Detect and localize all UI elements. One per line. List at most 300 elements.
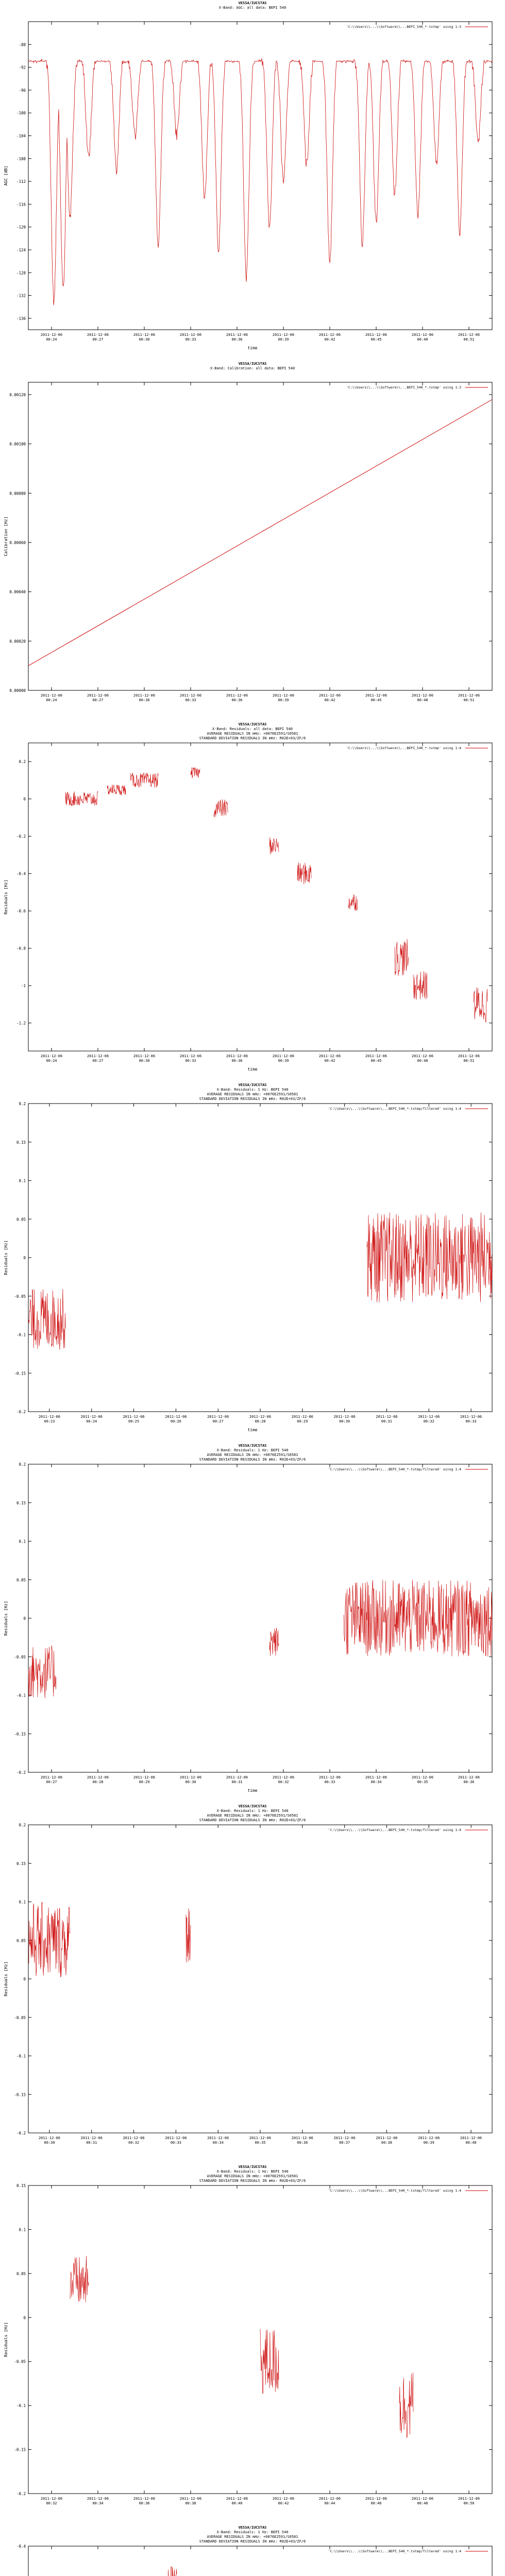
x-tick-label: 00:36 <box>139 2501 150 2505</box>
x-tick-label: 2011-12-06 <box>333 2136 356 2140</box>
x-tick-label: 00:36 <box>231 1059 243 1063</box>
series-segment <box>130 773 158 788</box>
chart-title-line: X-Band: Residuals: 1 Hz: BEPI 540 <box>216 2170 289 2174</box>
y-tick-label: 0 <box>23 1616 26 1621</box>
x-tick-label: 00:30 <box>339 1419 350 1423</box>
series-segment <box>413 971 427 1000</box>
y-tick-label: -92 <box>19 65 26 70</box>
x-tick-label: 00:30 <box>139 337 150 342</box>
y-axis-label: AGC [dB] <box>4 165 8 186</box>
legend <box>328 1107 488 1111</box>
x-tick-label: 00:28 <box>92 1780 104 1784</box>
y-tick-label: 0.00060 <box>9 540 26 545</box>
x-tick-label: 00:34 <box>212 2141 224 2145</box>
series-segment <box>399 2372 413 2438</box>
x-tick-label: 00:30 <box>44 2141 55 2145</box>
x-tick-label: 00:31 <box>381 1419 392 1423</box>
y-tick-label: 0 <box>23 1977 26 1981</box>
x-tick-label: 00:48 <box>417 337 428 342</box>
y-tick-label: -0.4 <box>16 871 26 876</box>
legend <box>328 1467 488 1471</box>
x-tick-label: 00:51 <box>463 337 475 342</box>
x-tick-label: 00:37 <box>339 2141 350 2145</box>
x-tick-label: 00:42 <box>324 337 335 342</box>
series-segment <box>28 1646 56 1699</box>
y-tick-label: -0.2 <box>16 834 26 839</box>
y-tick-label: -0.8 <box>16 946 26 951</box>
y-tick-label: -0.15 <box>14 1371 26 1376</box>
x-tick-label: 2011-12-06 <box>411 1775 434 1780</box>
series-segment <box>214 800 228 818</box>
chart-title-line: VESSA/IUCSTAS <box>238 2526 267 2530</box>
x-tick-label: 00:27 <box>92 698 104 702</box>
y-tick-label: -124 <box>16 247 26 252</box>
chart-title-line: VESSA/IUCSTAS <box>238 1 267 5</box>
x-tick-label: 00:33 <box>465 1419 477 1423</box>
x-tick-label: 00:33 <box>324 1780 335 1784</box>
y-tick-label: 0.05 <box>16 1217 26 1222</box>
y-tick-label: 0.05 <box>16 1578 26 1583</box>
series-segment <box>191 767 200 778</box>
series-segment <box>270 837 279 854</box>
x-tick-label: 00:27 <box>92 1059 104 1063</box>
x-tick-label: 00:29 <box>297 1419 308 1423</box>
y-tick-label: 0.2 <box>19 1823 26 1827</box>
x-tick-label: 00:48 <box>417 1059 428 1063</box>
y-tick-label: -0.05 <box>14 1654 26 1659</box>
series-segment <box>348 895 358 911</box>
chart-title-line: VESSA/IUCSTAS <box>238 1083 267 1087</box>
y-tick-label: -112 <box>16 179 26 184</box>
legend-label: 'C:\\Users\\...\\Software\\...BEPI_540_*.txtmp' using 1:4 <box>346 746 461 750</box>
series-segment <box>297 862 311 884</box>
x-tick-label: 2011-12-06 <box>80 1415 103 1419</box>
x-tick-label: 00:38 <box>381 2141 392 2145</box>
chart-panel <box>0 2524 505 2576</box>
y-tick-label: 0.00040 <box>9 589 26 595</box>
chart-title-line: AVERAGE RESIDUALS IN mHz: +0076E2591/S0581 <box>207 1092 298 1096</box>
x-tick-label: 2011-12-06 <box>318 693 341 698</box>
y-axis-label: Calibration [Hz] <box>4 516 8 556</box>
chart-svg <box>0 1082 505 1443</box>
chart-panel <box>0 1443 505 1803</box>
x-tick-label: 2011-12-06 <box>460 2136 482 2140</box>
x-tick-label: 00:38 <box>185 2501 196 2505</box>
x-axis-label: time <box>247 1788 258 1793</box>
y-tick-label: -0.2 <box>16 1770 26 1775</box>
series-segment <box>70 2256 89 2302</box>
x-tick-label: 00:32 <box>278 1780 289 1784</box>
x-tick-label: 00:32 <box>423 1419 434 1423</box>
x-tick-label: 00:34 <box>371 1780 382 1784</box>
x-tick-label: 00:39 <box>278 337 289 342</box>
x-tick-label: 00:36 <box>297 2141 308 2145</box>
chart-title-line: STANDARD DEVIATION RESIDUALS IN mHz: R02E+03/ZF/6 <box>199 1458 306 1462</box>
x-tick-label: 00:45 <box>371 698 382 702</box>
y-tick-label: -0.4 <box>16 2544 26 2549</box>
y-tick-label: -108 <box>16 156 26 161</box>
x-tick-label: 2011-12-06 <box>123 1415 145 1419</box>
x-tick-label: 00:42 <box>324 1059 335 1063</box>
legend-label: 'C:\\Users\\...\\Software\\...BEPI_540_*.txtmp/filtered' using 1:4 <box>328 1107 461 1111</box>
x-tick-label: 2011-12-06 <box>179 1054 202 1058</box>
chart-title-line: VESSA/IUCSTAS <box>238 362 267 366</box>
y-tick-label: 0.1 <box>19 1900 26 1905</box>
x-tick-label: 2011-12-06 <box>376 1415 398 1419</box>
x-tick-label: 2011-12-06 <box>179 333 202 337</box>
y-tick-label: 0.2 <box>19 1101 26 1106</box>
x-tick-label: 2011-12-06 <box>411 333 434 337</box>
x-tick-label: 2011-12-06 <box>318 333 341 337</box>
y-tick-label: 0.2 <box>19 1462 26 1467</box>
x-tick-label: 00:27 <box>46 1780 57 1784</box>
x-tick-label: 2011-12-06 <box>40 333 63 337</box>
x-tick-label: 00:36 <box>463 1780 475 1784</box>
y-axis-label: Residuals [Hz] <box>4 2322 8 2357</box>
x-tick-label: 00:33 <box>185 1059 196 1063</box>
x-tick-label: 00:26 <box>170 1419 181 1423</box>
series-segment <box>28 1289 65 1350</box>
chart-panel <box>0 1082 505 1443</box>
x-tick-label: 00:51 <box>463 698 475 702</box>
x-tick-label: 00:27 <box>212 1419 224 1423</box>
y-tick-label: -0.1 <box>16 1693 26 1698</box>
y-tick-label: 0.05 <box>16 2271 26 2276</box>
x-tick-label: 00:23 <box>44 1419 55 1423</box>
x-tick-label: 2011-12-06 <box>179 2497 202 2501</box>
legend-label: 'C:\\Users\\...\\Software\\...BEPI_540_*.txtmp/filtered' using 1:4 <box>328 1467 461 1471</box>
plot-frame <box>28 2185 492 2494</box>
x-tick-label: 00:44 <box>324 2501 335 2505</box>
x-tick-label: 00:36 <box>231 698 243 702</box>
x-tick-label: 2011-12-06 <box>40 693 63 698</box>
chart-title-line: AVERAGE RESIDUALS IN mHz: +0076E2591/S0581 <box>207 1453 298 1457</box>
chart-title-line: AVERAGE RESIDUALS IN mHz: +0076E2591/S0581 <box>207 732 298 736</box>
x-tick-label: 2011-12-06 <box>411 1054 434 1058</box>
x-tick-label: 00:24 <box>86 1419 97 1423</box>
legend <box>346 385 488 389</box>
x-tick-label: 2011-12-06 <box>123 2136 145 2140</box>
x-tick-label: 00:34 <box>92 2501 104 2505</box>
legend-label: 'C:\\Users\\...\\Software\\...BEPI_540_*.txtmp' using 1:3 <box>346 385 461 389</box>
y-tick-label: 0.00020 <box>9 639 26 644</box>
x-tick-label: 2011-12-06 <box>87 1054 109 1058</box>
y-tick-label: 0.2 <box>19 759 26 765</box>
x-tick-label: 00:39 <box>423 2141 434 2145</box>
x-tick-label: 2011-12-06 <box>272 1775 295 1780</box>
chart-title-line: X-Band: Residuals: all data: BEPI 540 <box>212 727 293 731</box>
x-tick-label: 00:51 <box>463 1059 475 1063</box>
x-tick-label: 2011-12-06 <box>40 1775 63 1780</box>
legend-label: 'C:\\Users\\...\\Software\\...BEPI_540_*.txtmp/filtered' using 1:4 <box>328 1828 461 1832</box>
y-tick-label: -0.6 <box>16 909 26 914</box>
x-tick-label: 00:32 <box>46 2501 57 2505</box>
x-tick-label: 00:50 <box>463 2501 475 2505</box>
x-tick-label: 2011-12-06 <box>460 1415 482 1419</box>
series-segment <box>260 2329 279 2394</box>
chart-panel <box>0 2164 505 2524</box>
x-tick-label: 2011-12-06 <box>291 2136 313 2140</box>
x-tick-label: 00:35 <box>255 2141 266 2145</box>
chart-title-line: STANDARD DEVIATION RESIDUALS IN mHz: R02E+03/ZF/6 <box>199 1818 306 1822</box>
plot-frame <box>28 743 492 1051</box>
x-tick-label: 2011-12-06 <box>226 2497 248 2501</box>
chart-title-line: VESSA/IUCSTAS <box>238 1804 267 1808</box>
y-tick-label: -104 <box>16 133 26 139</box>
x-tick-label: 2011-12-06 <box>272 2497 295 2501</box>
x-tick-label: 2011-12-06 <box>318 1054 341 1058</box>
x-tick-label: 00:35 <box>417 1780 428 1784</box>
x-tick-label: 00:42 <box>278 2501 289 2505</box>
chart-title-line: STANDARD DEVIATION RESIDUALS IN mHz: R02E+03/ZF/6 <box>199 736 306 740</box>
x-tick-label: 00:32 <box>128 2141 140 2145</box>
x-tick-label: 00:33 <box>185 698 196 702</box>
x-tick-label: 2011-12-06 <box>365 693 388 698</box>
y-tick-label: 0 <box>23 2315 26 2320</box>
plot-frame <box>28 1464 492 1772</box>
x-tick-label: 2011-12-06 <box>133 1775 156 1780</box>
y-tick-label: 0.1 <box>19 1178 26 1183</box>
chart-svg <box>0 0 505 361</box>
x-tick-label: 2011-12-06 <box>87 2497 109 2501</box>
x-tick-label: 2011-12-06 <box>87 333 109 337</box>
x-tick-label: 2011-12-06 <box>458 1775 480 1780</box>
legend-label: 'C:\\Users\\...\\Software\\...BEPI_540_*.txtmp' using 1:3 <box>346 25 461 29</box>
y-axis-label: Residuals [Hz] <box>4 879 8 914</box>
chart-panel <box>0 721 505 1082</box>
legend-label: 'C:\\Users\\...\\Software\\...BEPI_540_*.txtmp/filtered' using 1:4 <box>328 2549 461 2553</box>
y-tick-label: -0.1 <box>16 2054 26 2059</box>
x-tick-label: 00:48 <box>417 2501 428 2505</box>
legend <box>328 2549 488 2553</box>
x-tick-label: 2011-12-06 <box>458 1054 480 1058</box>
chart-title-line: X-Band: AGC: all data: BEPI 540 <box>218 6 287 10</box>
y-tick-label: -1.2 <box>16 1021 26 1026</box>
chart-title-line: VESSA/IUCSTAS <box>238 2165 267 2169</box>
series-segment <box>186 1908 191 1962</box>
x-tick-label: 00:33 <box>185 337 196 342</box>
x-tick-label: 2011-12-06 <box>179 693 202 698</box>
chart-title-line: STANDARD DEVIATION RESIDUALS IN mHz: R02E+03/ZF/6 <box>199 2539 306 2544</box>
x-tick-label: 2011-12-06 <box>333 1415 356 1419</box>
x-tick-label: 2011-12-06 <box>207 2136 229 2140</box>
legend <box>328 1828 488 1832</box>
chart-title-line: AVERAGE RESIDUALS IN mHz: +0076E2591/S0581 <box>207 2174 298 2178</box>
chart-panel <box>0 0 505 361</box>
series-segment <box>270 1628 279 1656</box>
series-segment <box>107 785 126 795</box>
x-axis-label: time <box>247 1067 258 1072</box>
x-tick-label: 2011-12-06 <box>207 1415 229 1419</box>
y-tick-label: 0.05 <box>16 1938 26 1943</box>
y-tick-label: 0.1 <box>19 1539 26 1544</box>
y-tick-label: 0.00000 <box>9 688 26 693</box>
plot-frame <box>28 22 492 330</box>
x-tick-label: 00:45 <box>371 337 382 342</box>
y-axis-label: Residuals [Hz] <box>4 1240 8 1275</box>
x-tick-label: 2011-12-06 <box>318 2497 341 2501</box>
chart-svg <box>0 1443 505 1803</box>
series-segment <box>367 1213 492 1303</box>
y-tick-label: -136 <box>16 316 26 321</box>
x-tick-label: 2011-12-06 <box>226 1775 248 1780</box>
x-tick-label: 2011-12-06 <box>38 2136 60 2140</box>
x-tick-label: 00:24 <box>46 698 57 702</box>
x-tick-label: 2011-12-06 <box>418 1415 440 1419</box>
chart-title-line: AVERAGE RESIDUALS IN mHz: +0076E2591/S0581 <box>207 1814 298 1818</box>
x-tick-label: 00:31 <box>86 2141 97 2145</box>
x-tick-label: 2011-12-06 <box>133 333 156 337</box>
x-tick-label: 2011-12-06 <box>411 693 434 698</box>
y-tick-label: -120 <box>16 225 26 230</box>
x-tick-label: 00:30 <box>139 1059 150 1063</box>
x-tick-label: 00:45 <box>371 1059 382 1063</box>
series-line <box>28 400 492 666</box>
chart-title-line: AVERAGE RESIDUALS IN mHz: +0076E2591/S0581 <box>207 2535 298 2539</box>
y-tick-label: 0.1 <box>19 2227 26 2232</box>
y-tick-label: -100 <box>16 111 26 116</box>
y-tick-label: -0.2 <box>16 2492 26 2496</box>
x-tick-label: 2011-12-06 <box>249 1415 272 1419</box>
y-tick-label: -0.15 <box>14 1732 26 1737</box>
x-tick-label: 2011-12-06 <box>133 1054 156 1058</box>
y-tick-label: -0.1 <box>16 1332 26 1337</box>
y-tick-label: -96 <box>19 88 26 93</box>
x-tick-label: 2011-12-06 <box>365 2497 388 2501</box>
x-tick-label: 2011-12-06 <box>40 1054 63 1058</box>
y-tick-label: -0.1 <box>16 2403 26 2409</box>
y-tick-label: -0.2 <box>16 2131 26 2136</box>
chart-title-line: STANDARD DEVIATION RESIDUALS IN mHz: R02E+03/ZF/6 <box>199 2179 306 2183</box>
x-tick-label: 2011-12-06 <box>249 2136 272 2140</box>
y-tick-label: 0.00120 <box>9 392 26 397</box>
chart-svg <box>0 361 505 721</box>
x-tick-label: 00:40 <box>231 2501 243 2505</box>
y-tick-label: 0.15 <box>16 1140 26 1145</box>
x-tick-label: 00:24 <box>46 337 57 342</box>
x-tick-label: 2011-12-06 <box>272 693 295 698</box>
y-tick-label: -0.2 <box>16 1410 26 1414</box>
chart-title-line: X-Band: Calibration: all data: BEPI 540 <box>210 366 295 370</box>
chart-title-line: X-Band: Residuals: 1 Hz: BEPI 540 <box>216 1088 289 1092</box>
x-tick-label: 2011-12-06 <box>87 693 109 698</box>
x-tick-label: 00:28 <box>255 1419 266 1423</box>
x-tick-label: 2011-12-06 <box>365 333 388 337</box>
x-tick-label: 2011-12-06 <box>318 1775 341 1780</box>
y-tick-label: 0 <box>23 796 26 802</box>
x-tick-label: 00:31 <box>231 1780 243 1784</box>
x-tick-label: 2011-12-06 <box>458 333 480 337</box>
x-tick-label: 2011-12-06 <box>458 2497 480 2501</box>
x-tick-label: 00:48 <box>417 698 428 702</box>
x-tick-label: 00:33 <box>170 2141 181 2145</box>
x-tick-label: 00:27 <box>92 337 104 342</box>
y-tick-label: -116 <box>16 202 26 207</box>
x-tick-label: 2011-12-06 <box>418 2136 440 2140</box>
chart-title-line: VESSA/IUCSTAS <box>238 1444 267 1448</box>
chart-panel <box>0 361 505 721</box>
x-axis-label: time <box>247 1428 258 1432</box>
x-tick-label: 00:25 <box>128 1419 140 1423</box>
y-tick-label: 0 <box>23 1256 26 1260</box>
x-tick-label: 00:30 <box>139 698 150 702</box>
y-tick-label: 0.15 <box>16 2183 26 2188</box>
chart-title-line: VESSA/IUCSTAS <box>238 722 267 726</box>
chart-title-line: X-Band: Residuals: 1 Hz: BEPI 540 <box>216 1809 289 1813</box>
x-tick-label: 2011-12-06 <box>133 2497 156 2501</box>
x-tick-label: 00:29 <box>139 1780 150 1784</box>
series-segment <box>65 791 98 806</box>
legend <box>328 2189 488 2193</box>
x-tick-label: 2011-12-06 <box>365 1775 388 1780</box>
y-axis-label: Residuals [Hz] <box>4 1961 8 1996</box>
x-tick-label: 2011-12-06 <box>272 1054 295 1058</box>
x-tick-label: 2011-12-06 <box>80 2136 103 2140</box>
y-tick-label: -132 <box>16 293 26 298</box>
x-tick-label: 00:24 <box>46 1059 57 1063</box>
x-tick-label: 2011-12-06 <box>165 1415 187 1419</box>
x-tick-label: 2011-12-06 <box>411 2497 434 2501</box>
y-tick-label: 0.15 <box>16 1861 26 1866</box>
x-tick-label: 2011-12-06 <box>87 1775 109 1780</box>
chart-title-line: STANDARD DEVIATION RESIDUALS IN mHz: R02E+03/ZF/6 <box>199 1097 306 1101</box>
x-tick-label: 2011-12-06 <box>291 1415 313 1419</box>
series-segment <box>167 2567 177 2576</box>
x-tick-label: 2011-12-06 <box>165 2136 187 2140</box>
x-tick-label: 2011-12-06 <box>38 1415 60 1419</box>
chart-title-line: X-Band: Residuals: 1 Hz: BEPI 540 <box>216 1448 289 1452</box>
y-axis-label: Residuals [Hz] <box>4 1601 8 1636</box>
y-tick-label: 0.15 <box>16 1500 26 1505</box>
series-segment <box>474 988 487 1023</box>
x-axis-label: time <box>247 346 258 350</box>
series-segment <box>344 1580 492 1656</box>
chart-title-line: X-Band: Residuals: 1 Hz: BEPI 540 <box>216 2530 289 2534</box>
x-tick-label: 2011-12-06 <box>133 693 156 698</box>
series-segment <box>395 939 409 976</box>
chart-svg <box>0 721 505 1082</box>
chart-svg <box>0 1803 505 2164</box>
x-tick-label: 2011-12-06 <box>226 333 248 337</box>
y-tick-label: -0.05 <box>14 1294 26 1299</box>
chart-svg <box>0 2164 505 2524</box>
y-tick-label: -0.05 <box>14 2015 26 2020</box>
x-tick-label: 00:40 <box>465 2141 477 2145</box>
x-tick-label: 00:30 <box>185 1780 196 1784</box>
series-line <box>28 58 492 305</box>
y-tick-label: -0.15 <box>14 2092 26 2097</box>
x-tick-label: 2011-12-06 <box>226 693 248 698</box>
y-tick-label: -1 <box>21 984 26 989</box>
x-tick-label: 00:39 <box>278 1059 289 1063</box>
x-tick-label: 2011-12-06 <box>458 693 480 698</box>
y-tick-label: 0.00100 <box>9 442 26 447</box>
y-tick-label: -128 <box>16 270 26 276</box>
x-tick-label: 2011-12-06 <box>365 1054 388 1058</box>
y-tick-label: -88 <box>19 42 26 47</box>
x-tick-label: 00:42 <box>324 698 335 702</box>
plot-frame <box>28 382 492 690</box>
y-tick-label: -0.15 <box>14 2447 26 2452</box>
x-tick-label: 00:36 <box>231 337 243 342</box>
legend <box>346 746 488 750</box>
x-tick-label: 2011-12-06 <box>40 2497 63 2501</box>
x-tick-label: 00:46 <box>371 2501 382 2505</box>
chart-svg <box>0 2524 505 2576</box>
legend <box>346 25 488 29</box>
y-tick-label: -0.05 <box>14 2359 26 2364</box>
x-tick-label: 2011-12-06 <box>179 1775 202 1780</box>
